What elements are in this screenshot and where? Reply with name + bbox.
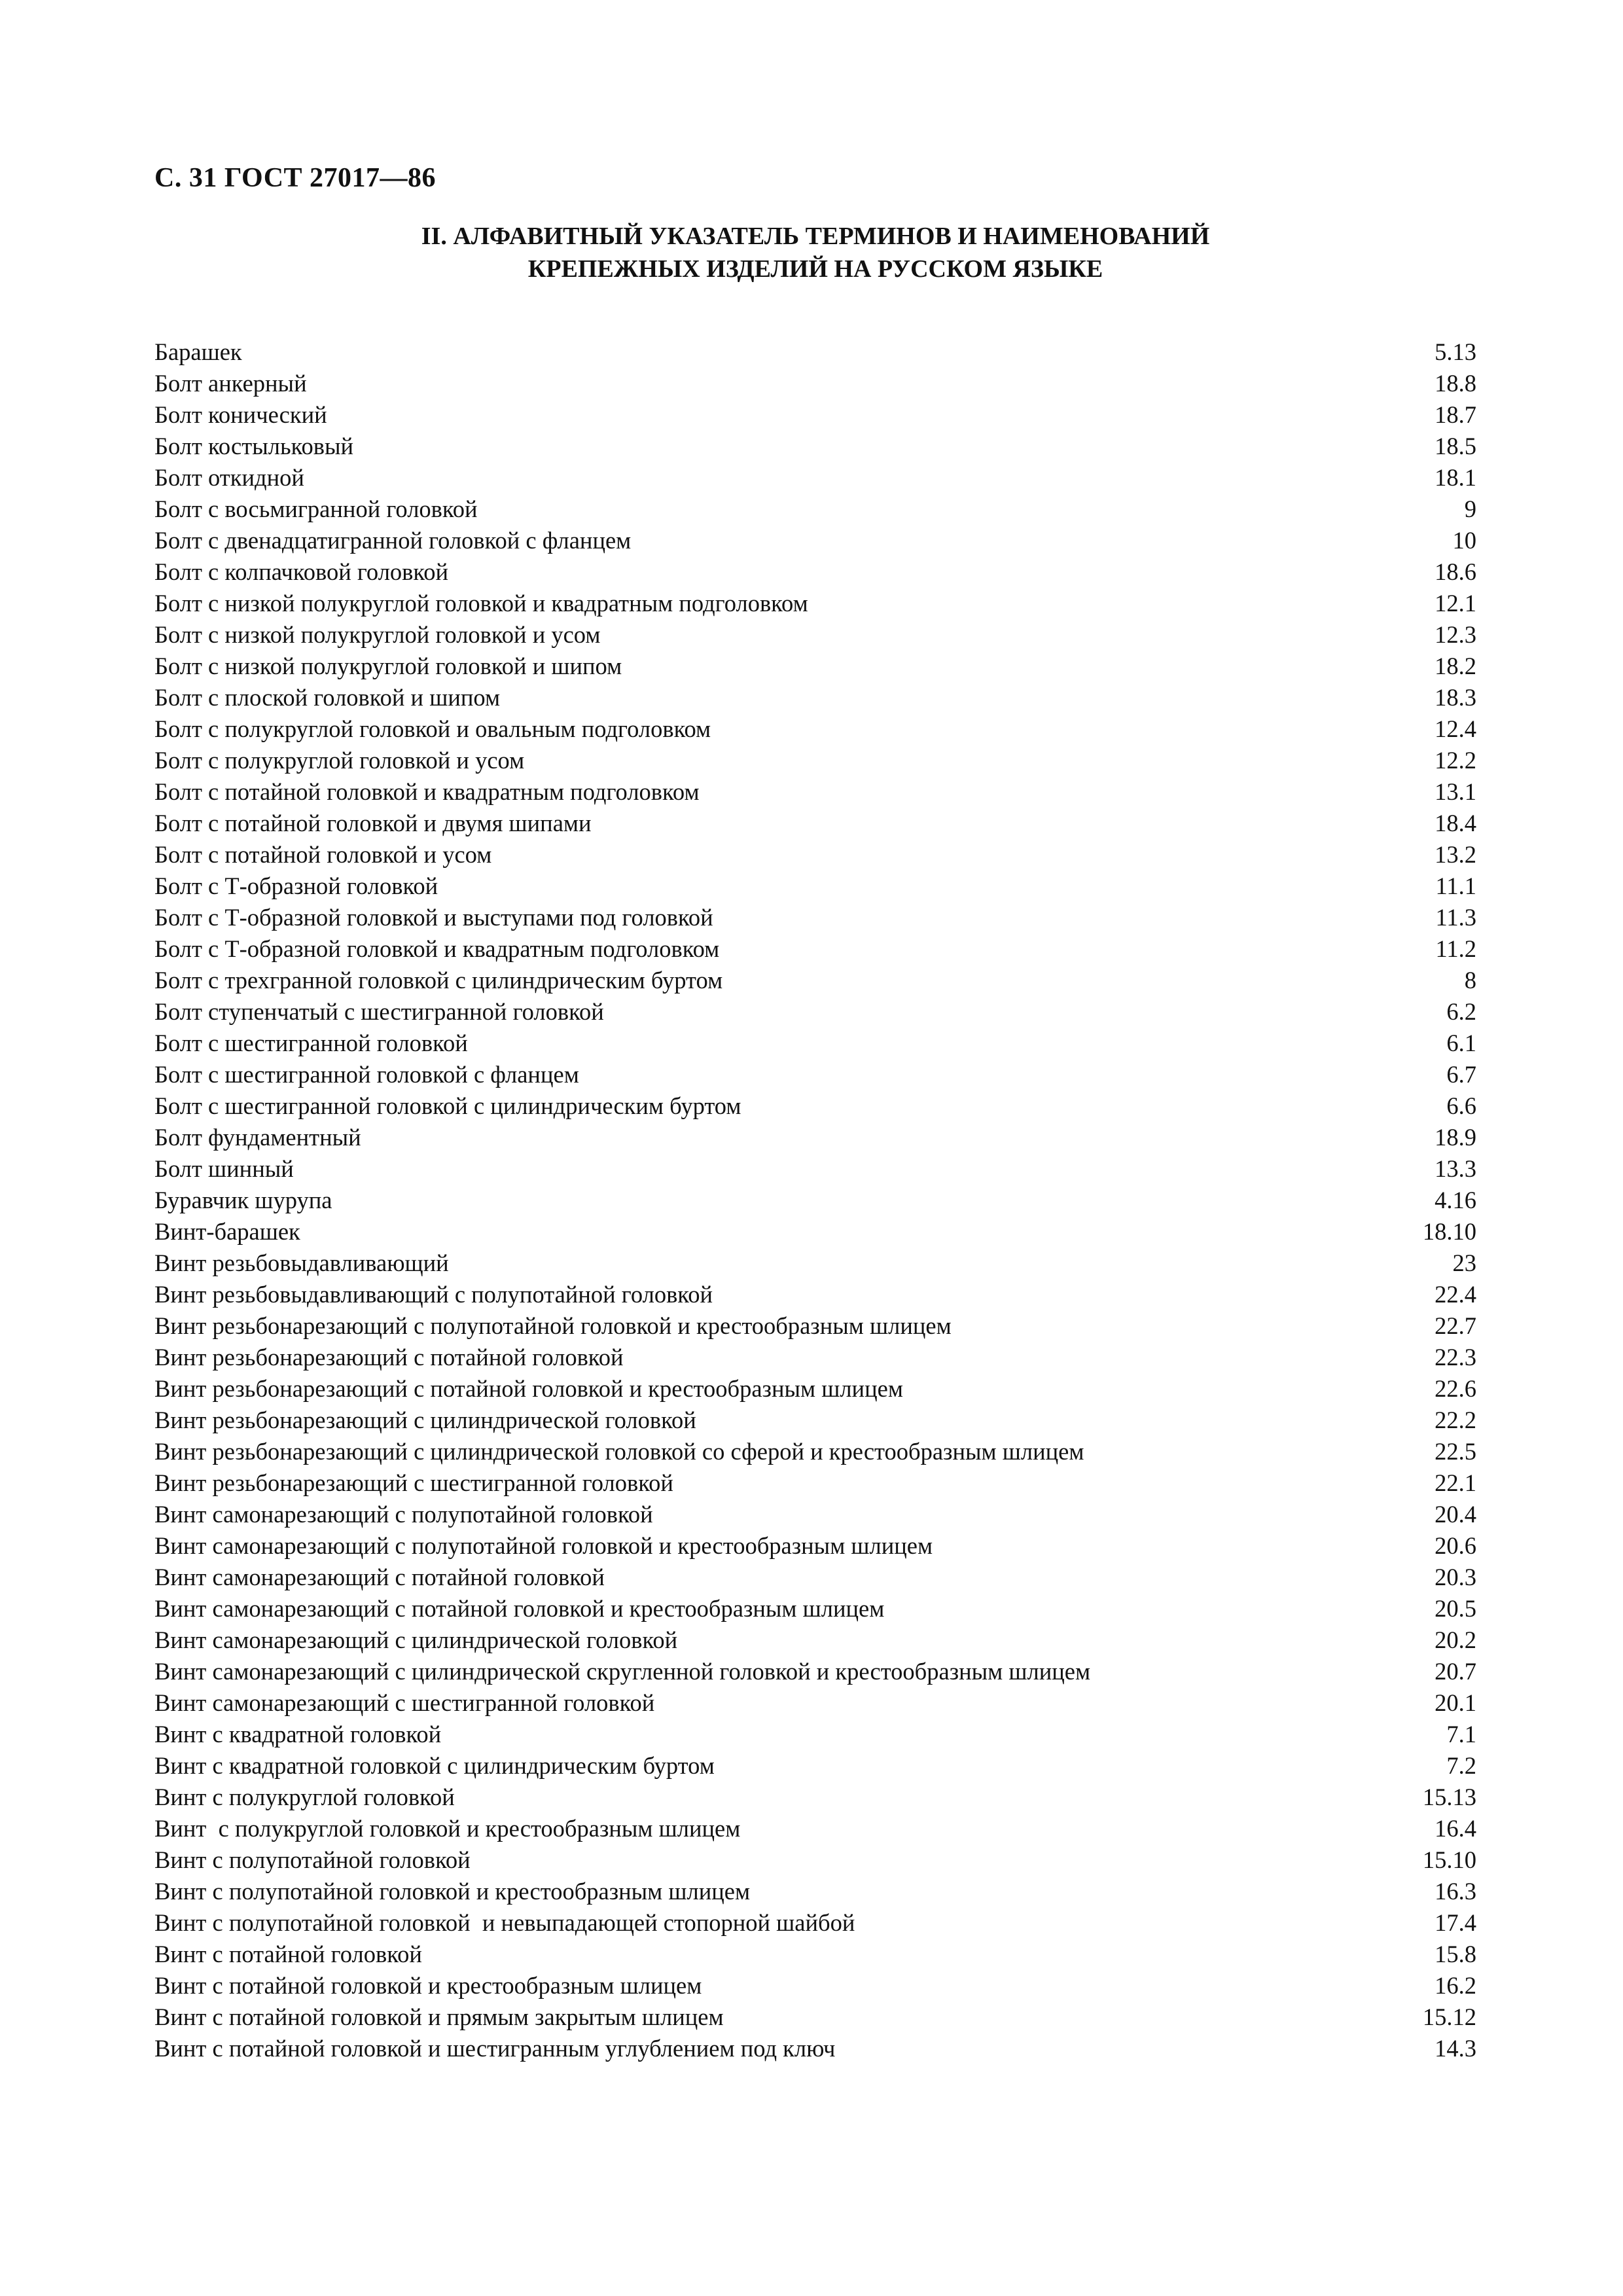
index-entry-reference: 16.3 [1435, 1878, 1476, 1905]
index-entry-term: Винт самонарезающий с цилиндрической головкой [154, 1626, 678, 1653]
index-entry-reference: 22.2 [1435, 1407, 1476, 1433]
index-entry-term: Болт с колпачковой головкой [154, 558, 449, 585]
index-entry-reference: 15.13 [1422, 1784, 1476, 1810]
index-entry [154, 713, 1476, 745]
index-entry-term: Болт шинный [154, 1155, 294, 1182]
index-entry-reference: 18.1 [1435, 464, 1476, 491]
index-entry [154, 1813, 1476, 1844]
page-header: С. 31 ГОСТ 27017—86 [154, 163, 437, 193]
index-entry-reference: 17.4 [1435, 1909, 1476, 1936]
index-entry-reference: 22.6 [1435, 1375, 1476, 1402]
index-entry-reference: 7.1 [1446, 1721, 1476, 1748]
index-entry-term: Винт резьбовыдавливающий [154, 1249, 449, 1276]
index-entry-reference: 11.2 [1435, 935, 1476, 962]
index-entry [154, 902, 1476, 933]
index-entry-term: Винт с потайной головкой и шестигранным углублением под ключ [154, 2035, 836, 2062]
index-entry-term: Болт с Т-образной головкой и квадратным подголовком [154, 935, 720, 962]
index-entry-term: Винт резьбонарезающий с потайной головкой [154, 1344, 624, 1371]
section-title [154, 220, 1476, 285]
index-entry [154, 996, 1476, 1028]
index-entry-reference: 7.2 [1446, 1752, 1476, 1779]
index-entry-reference: 6.6 [1446, 1092, 1476, 1119]
index-entry [154, 1059, 1476, 1090]
index-entry-term: Винт самонарезающий с потайной головкой и крестообразным шлицем [154, 1595, 885, 1622]
index-entry [154, 462, 1476, 493]
index-entry-term: Винт с полупотайной головкой и невыпадающей стопорной шайбой [154, 1909, 855, 1936]
index-entry [154, 1499, 1476, 1530]
index-entry-term: Болт с полукруглой головкой и усом [154, 747, 525, 774]
index-entry-reference: 6.2 [1446, 998, 1476, 1025]
index-entry [154, 588, 1476, 619]
index-entry-reference: 13.3 [1435, 1155, 1476, 1182]
section-title-line-2: КРЕПЕЖНЫХ ИЗДЕЛИЙ НА РУССКОМ ЯЗЫКЕ [527, 255, 1103, 283]
index-entry [154, 839, 1476, 870]
index-entry-reference: 5.13 [1435, 338, 1476, 365]
index-entry [154, 1939, 1476, 1970]
index-entry-reference: 12.1 [1435, 590, 1476, 617]
index-entry-term: Винт резьбонарезающий с цилиндрической головкой [154, 1407, 696, 1433]
index-entry-reference: 13.1 [1435, 778, 1476, 805]
index-entry-term: Винт самонарезающий с полупотайной головкой и крестообразным шлицем [154, 1532, 933, 1559]
index-entry [154, 1907, 1476, 1939]
index-entry-reference: 16.2 [1435, 1972, 1476, 1999]
index-entry [154, 1656, 1476, 1687]
index-entry-term: Винт с полупотайной головкой и крестообразным шлицем [154, 1878, 751, 1905]
index-entry [154, 493, 1476, 525]
index-entry [154, 1405, 1476, 1436]
index-entry [154, 1593, 1476, 1624]
index-entry-term: Болт с восьмигранной головкой [154, 495, 478, 522]
index-entry-reference: 18.2 [1435, 653, 1476, 679]
index-entry-term: Болт фундаментный [154, 1124, 361, 1151]
index-entry-reference: 22.4 [1435, 1281, 1476, 1308]
index-entry-reference: 18.7 [1435, 401, 1476, 428]
index-entry [154, 745, 1476, 776]
index-entry-reference: 18.3 [1435, 684, 1476, 711]
index-entry [154, 399, 1476, 431]
index-entry [154, 1342, 1476, 1373]
index-entry [154, 1436, 1476, 1467]
index-entry [154, 1719, 1476, 1750]
index-entry-reference: 20.4 [1435, 1501, 1476, 1528]
index-entry [154, 1310, 1476, 1342]
index-entry-reference: 13.2 [1435, 841, 1476, 868]
index-entry-term: Болт с низкой полукруглой головкой и шипом [154, 653, 622, 679]
index-entry-reference: 15.8 [1435, 1941, 1476, 1967]
index-entry [154, 1279, 1476, 1310]
index-entry-term: Болт анкерный [154, 370, 307, 397]
index-entry-term: Болт с двенадцатигранной головкой с фланцем [154, 527, 632, 554]
index-entry-term: Болт с Т-образной головкой [154, 872, 438, 899]
index-entry [154, 1090, 1476, 1122]
index-entry-term: Винт с полупотайной головкой [154, 1846, 471, 1873]
index-entry-term: Винт резьбовыдавливающий с полупотайной головкой [154, 1281, 713, 1308]
index-entry [154, 556, 1476, 588]
index-entry-term: Винт резьбонарезающий с потайной головкой и крестообразным шлицем [154, 1375, 903, 1402]
index-entry [154, 1373, 1476, 1405]
index-entry [154, 1216, 1476, 1247]
index-entry [154, 431, 1476, 462]
index-entry [154, 1122, 1476, 1153]
index-entry-term: Винт самонарезающий с шестигранной головкой [154, 1689, 655, 1716]
index-entry-reference: 20.3 [1435, 1564, 1476, 1590]
index-entry [154, 1844, 1476, 1876]
index-entry-reference: 22.1 [1435, 1469, 1476, 1496]
index-entry-term: Винт самонарезающий с полупотайной головкой [154, 1501, 653, 1528]
index-entry [154, 1467, 1476, 1499]
index-entry [154, 368, 1476, 399]
index-entry-reference: 14.3 [1435, 2035, 1476, 2062]
index-entry [154, 1750, 1476, 1782]
index-entry-reference: 22.7 [1435, 1312, 1476, 1339]
index-entry-reference: 15.12 [1422, 2003, 1476, 2030]
index-entry-reference: 9 [1464, 495, 1476, 522]
index-entry-term: Винт-барашек [154, 1218, 300, 1245]
index-entry-reference: 6.7 [1446, 1061, 1476, 1088]
term-index-list [154, 336, 1476, 2064]
index-entry-reference: 12.2 [1435, 747, 1476, 774]
index-entry-reference: 18.10 [1422, 1218, 1476, 1245]
index-entry-term: Болт ступенчатый с шестигранной головкой [154, 998, 604, 1025]
index-entry-term: Винт с потайной головкой и прямым закрытым шлицем [154, 2003, 724, 2030]
index-entry [154, 2033, 1476, 2064]
index-entry-term: Барашек [154, 338, 242, 365]
index-entry-term: Винт с полукруглой головкой и крестообразным шлицем [154, 1815, 741, 1842]
index-entry-term: Болт с плоской головкой и шипом [154, 684, 501, 711]
index-entry-term: Винт с потайной головкой и крестообразным шлицем [154, 1972, 702, 1999]
index-entry [154, 651, 1476, 682]
index-entry-reference: 12.4 [1435, 715, 1476, 742]
index-entry-reference: 20.6 [1435, 1532, 1476, 1559]
index-entry-reference: 22.3 [1435, 1344, 1476, 1371]
index-entry-term: Винт резьбонарезающий с цилиндрической головкой со сферой и крестообразным шлицем [154, 1438, 1084, 1465]
index-entry-reference: 18.8 [1435, 370, 1476, 397]
index-entry-reference: 16.4 [1435, 1815, 1476, 1842]
index-entry-term: Болт с шестигранной головкой с фланцем [154, 1061, 579, 1088]
index-entry [154, 1562, 1476, 1593]
index-entry-reference: 18.5 [1435, 433, 1476, 459]
index-entry-reference: 22.5 [1435, 1438, 1476, 1465]
index-entry-reference: 20.7 [1435, 1658, 1476, 1685]
index-entry-term: Болт с Т-образной головкой и выступами под головкой [154, 904, 713, 931]
index-entry-term: Винт с полукруглой головкой [154, 1784, 455, 1810]
index-entry [154, 870, 1476, 902]
index-entry-term: Винт с квадратной головкой с цилиндрическим буртом [154, 1752, 715, 1779]
index-entry [154, 1530, 1476, 1562]
index-entry [154, 1782, 1476, 1813]
index-entry-reference: 18.6 [1435, 558, 1476, 585]
index-entry [154, 933, 1476, 965]
index-entry [154, 2001, 1476, 2033]
index-entry-reference: 20.2 [1435, 1626, 1476, 1653]
index-entry-term: Болт с шестигранной головкой с цилиндрическим буртом [154, 1092, 741, 1119]
index-entry-reference: 20.5 [1435, 1595, 1476, 1622]
index-entry-reference: 23 [1452, 1249, 1476, 1276]
index-entry [154, 776, 1476, 808]
index-entry-term: Болт откидной [154, 464, 304, 491]
index-entry-reference: 18.4 [1435, 810, 1476, 836]
index-entry [154, 965, 1476, 996]
index-entry [154, 525, 1476, 556]
index-entry-term: Болт с низкой полукруглой головкой и квадратным подголовком [154, 590, 808, 617]
index-entry-term: Винт резьбонарезающий с шестигранной головкой [154, 1469, 673, 1496]
index-entry-reference: 15.10 [1422, 1846, 1476, 1873]
index-entry-term: Болт с потайной головкой и усом [154, 841, 492, 868]
index-entry [154, 1687, 1476, 1719]
index-entry-reference: 18.9 [1435, 1124, 1476, 1151]
section-title-line-1: II. АЛФАВИТНЫЙ УКАЗАТЕЛЬ ТЕРМИНОВ И НАИМЕНОВАНИЙ [421, 223, 1210, 250]
index-entry-term: Болт с потайной головкой и квадратным подголовком [154, 778, 700, 805]
index-entry-term: Винт резьбонарезающий с полупотайной головкой и крестообразным шлицем [154, 1312, 952, 1339]
index-entry-term: Болт костыльковый [154, 433, 354, 459]
index-entry [154, 619, 1476, 651]
index-entry [154, 1876, 1476, 1907]
index-entry [154, 808, 1476, 839]
index-entry-reference: 12.3 [1435, 621, 1476, 648]
index-entry [154, 1624, 1476, 1656]
index-entry-reference: 6.1 [1446, 1030, 1476, 1056]
index-entry-reference: 8 [1464, 967, 1476, 994]
index-entry [154, 1153, 1476, 1185]
index-entry-reference: 20.1 [1435, 1689, 1476, 1716]
index-entry [154, 1970, 1476, 2001]
index-entry-reference: 10 [1452, 527, 1476, 554]
index-entry-term: Винт с потайной головкой [154, 1941, 422, 1967]
index-entry-term: Болт конический [154, 401, 327, 428]
index-entry-term: Винт с квадратной головкой [154, 1721, 442, 1748]
index-entry [154, 1185, 1476, 1216]
index-entry [154, 1247, 1476, 1279]
index-entry-term: Болт с потайной головкой и двумя шипами [154, 810, 592, 836]
index-entry-term: Болт с трехгранной головкой с цилиндрическим буртом [154, 967, 723, 994]
index-entry-term: Болт с полукруглой головкой и овальным подголовком [154, 715, 711, 742]
index-entry-term: Буравчик шурупа [154, 1187, 332, 1213]
index-entry-reference: 11.3 [1435, 904, 1476, 931]
index-entry [154, 1028, 1476, 1059]
index-entry-term: Винт самонарезающий с потайной головкой [154, 1564, 605, 1590]
index-entry-term: Винт самонарезающий с цилиндрической скругленной головкой и крестообразным шлицем [154, 1658, 1091, 1685]
index-entry [154, 336, 1476, 368]
index-entry-term: Болт с низкой полукруглой головкой и усом [154, 621, 601, 648]
index-entry-reference: 4.16 [1435, 1187, 1476, 1213]
index-entry-term: Болт с шестигранной головкой [154, 1030, 468, 1056]
index-entry [154, 682, 1476, 713]
index-entry-reference: 11.1 [1435, 872, 1476, 899]
